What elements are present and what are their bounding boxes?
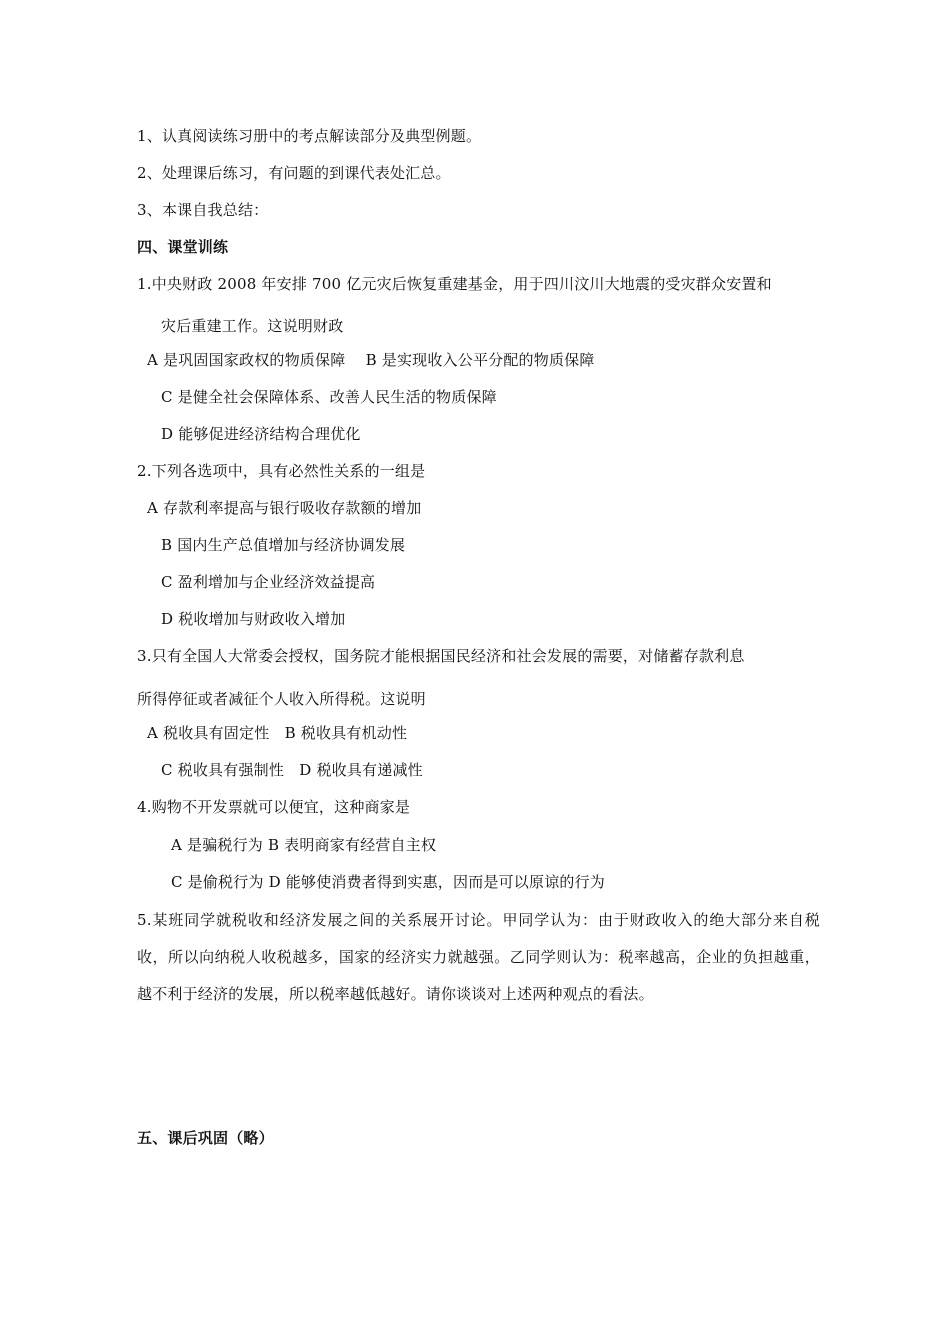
section-5-title: 五、课后巩固（略） <box>137 1129 274 1147</box>
q5-text: 5.某班同学就税收和经济发展之间的关系展开讨论。甲同学认为：由于财政收入的绝大部分来自税收，所以向纳税人收税越多，国家的经济实力就越强。乙同学则认为：税率越高，企业的负担越重，越不利于经济的发展，所以税率越低越好。请你谈谈对上述两种观点的看法。 <box>137 911 820 1003</box>
q1-stem-line2: 灾后重建工作。这说明财政 <box>161 317 344 335</box>
q2-option-d: D 税收增加与财政收入增加 <box>161 610 346 628</box>
q4-option-ab: A 是骗税行为 B 表明商家有经营自主权 <box>171 836 437 854</box>
q3-option-cd: C 税收具有强制性 D 税收具有递减性 <box>161 761 423 779</box>
section-4-title: 四、课堂训练 <box>137 238 229 256</box>
q1-option-d: D 能够促进经济结构合理优化 <box>161 425 361 443</box>
instruction-3: 3、本课自我总结： <box>137 201 269 219</box>
q1-option-c: C 是健全社会保障体系、改善人民生活的物质保障 <box>161 388 497 406</box>
q2-option-b: B 国内生产总值增加与经济协调发展 <box>161 536 406 554</box>
instruction-1: 1、认真阅读练习册中的考点解读部分及典型例题。 <box>137 127 482 145</box>
q3-stem-line2: 所得停征或者减征个人收入所得税。这说明 <box>137 690 426 708</box>
q1-stem-line1: 1.中央财政 2008 年安排 700 亿元灾后恢复重建基金，用于四川汶川大地震的受灾群众安置和 <box>137 275 772 293</box>
q2-stem: 2.下列各选项中，具有必然性关系的一组是 <box>137 462 426 480</box>
q4-stem: 4.购物不开发票就可以便宜，这种商家是 <box>137 798 411 816</box>
q3-option-ab: A 税收具有固定性 B 税收具有机动性 <box>147 724 408 742</box>
q4-option-cd: C 是偷税行为 D 能够使消费者得到实惠，因而是可以原谅的行为 <box>171 873 606 891</box>
q3-stem-line1: 3.只有全国人大常委会授权，国务院才能根据国民经济和社会发展的需要，对储蓄存款利息 <box>137 647 745 665</box>
q1-option-ab: A 是巩固国家政权的物质保障 B 是实现收入公平分配的物质保障 <box>147 351 595 369</box>
q2-option-a: A 存款利率提高与银行吸收存款额的增加 <box>147 499 422 517</box>
q2-option-c: C 盈利增加与企业经济效益提高 <box>161 573 376 591</box>
instruction-2: 2、处理课后练习，有问题的到课代表处汇总。 <box>137 164 451 182</box>
